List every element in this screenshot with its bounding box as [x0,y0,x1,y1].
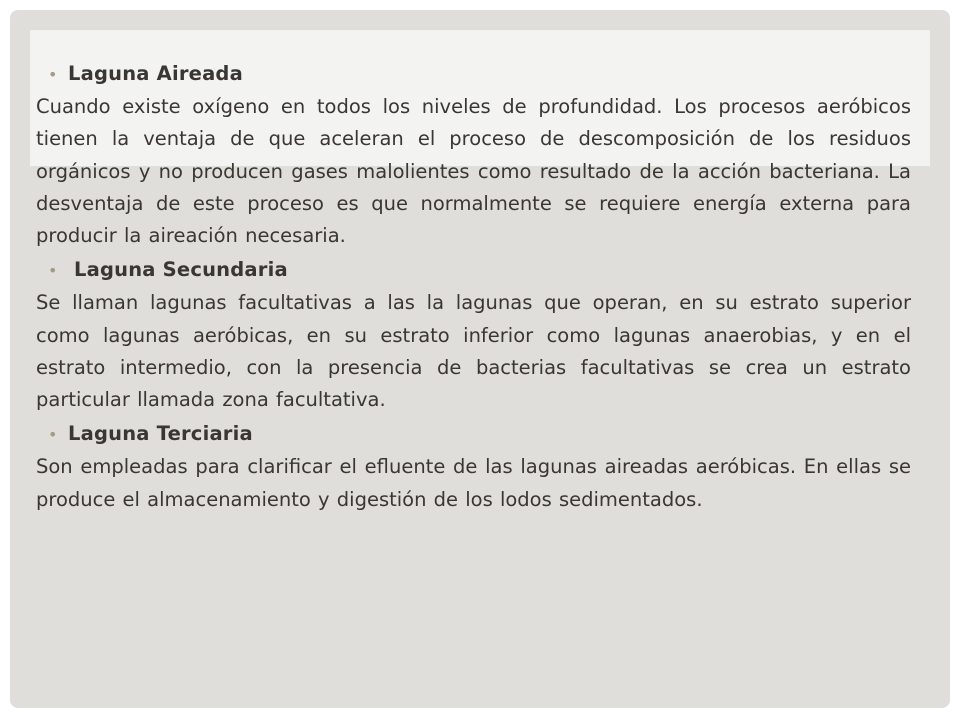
section-heading: Laguna Aireada [68,62,243,85]
bullet-item-laguna-terciaria [36,418,911,451]
section-heading: Laguna Secundaria [74,258,288,282]
section-paragraph: Se llaman lagunas facultativas a las la lagunas que operan, en su estrato superior como lagunas aeróbicas, en su estrato inferior como lagunas anaerobias, y en el estrato intermedio, con la presencia de bacterias facultativas se crea un estrato particular llamada zona facultativa. [36,291,911,412]
section-heading: Laguna Terciaria [68,422,253,446]
section-paragraph: Son empleadas para clarificar el efluente de las lagunas aireadas aeróbicas. En ellas se produce el almacenamiento y digestión de los lodos sedimentados. [36,455,911,511]
slide-content [36,58,911,518]
section-paragraph: Cuando existe oxígeno en todos los niveles de profundidad. Los procesos aeróbicos tienen la ventaja de que aceleran el proceso de descomposición de los residuos orgánicos y no producen gases malolientes como resultado de la acción bacteriana. La desventaja de este proceso es que normalmente se requiere energía externa para producir la aireación necesaria. [36,95,911,248]
bullet-icon: • [48,425,58,445]
bullet-icon: • [48,261,58,281]
bullet-item-laguna-aireada [36,58,911,91]
bullet-icon: • [48,65,58,84]
bullet-item-laguna-secundaria [36,254,911,287]
